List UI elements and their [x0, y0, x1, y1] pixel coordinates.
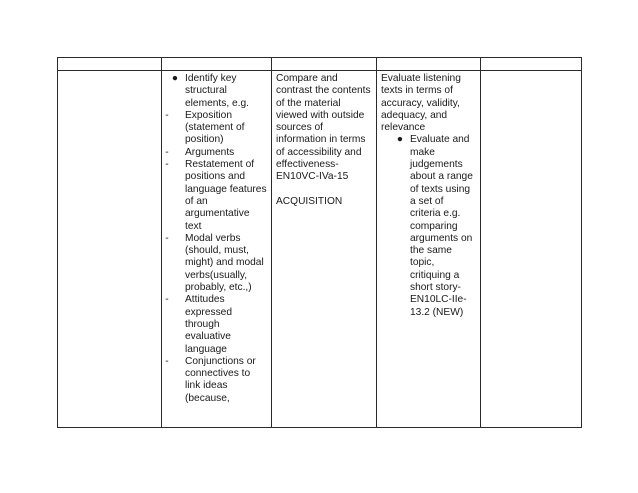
list-item-text: Exposition (statement of position) — [185, 109, 245, 146]
content-cell-3 — [272, 71, 377, 428]
list-item — [166, 73, 267, 110]
list-item — [166, 147, 267, 159]
bullet-icon: ● — [396, 134, 404, 146]
dash-icon: - — [165, 159, 169, 171]
dash-icon: - — [165, 355, 169, 367]
content-cell-5 — [481, 71, 582, 428]
dash-icon: - — [165, 232, 169, 244]
content-cell-2 — [162, 71, 272, 428]
header-cell — [58, 58, 162, 71]
list-item-text: Conjunctions or connectives to link ideas (because, — [185, 355, 256, 404]
list-item-text: Arguments — [185, 146, 235, 158]
header-cell — [272, 58, 377, 71]
list-item — [166, 233, 267, 294]
content-cell-1 — [58, 71, 162, 428]
list-item — [381, 134, 476, 318]
content-cell-4 — [377, 71, 481, 428]
competency-text: Evaluate listening texts in terms of accuracy, validity, adequacy, and relevance — [381, 73, 461, 134]
list-item — [166, 356, 267, 405]
header-cell — [162, 58, 272, 71]
list-item-text: Attitudes expressed through evaluative language — [185, 294, 233, 355]
bullet-icon: ● — [171, 73, 179, 84]
header-cell — [377, 58, 481, 71]
dash-icon: - — [165, 109, 169, 121]
curriculum-table — [57, 57, 582, 428]
table-row — [58, 71, 582, 428]
list-item — [166, 159, 267, 233]
list-item — [166, 110, 267, 147]
list-item-text: Restatement of positions and language features of an argumentative text — [185, 159, 267, 232]
dash-icon: - — [165, 294, 169, 306]
dash-icon: - — [165, 146, 169, 158]
competency-text: Compare and contrast the contents of the material viewed with outside sources of information in terms of accessibility and effectiveness- EN10VC-IVa-15 — [276, 73, 371, 183]
table-header-row — [58, 58, 582, 71]
list-item-text: Modal verbs (should, must, might) and modal verbs(usually, probably, etc.,) — [185, 232, 264, 294]
category-label: ACQUISITION — [276, 195, 343, 207]
list-item-text: Identify key structural elements, e.g. — [185, 73, 249, 109]
header-cell — [481, 58, 582, 71]
list-item — [166, 294, 267, 355]
list-item-text: Evaluate and make judgements about a range of texts using a set of criteria e.g. comparing arguments on the same topic, critiquing a short story- EN10LC-IIe-13.2 (NEW) — [410, 134, 473, 318]
